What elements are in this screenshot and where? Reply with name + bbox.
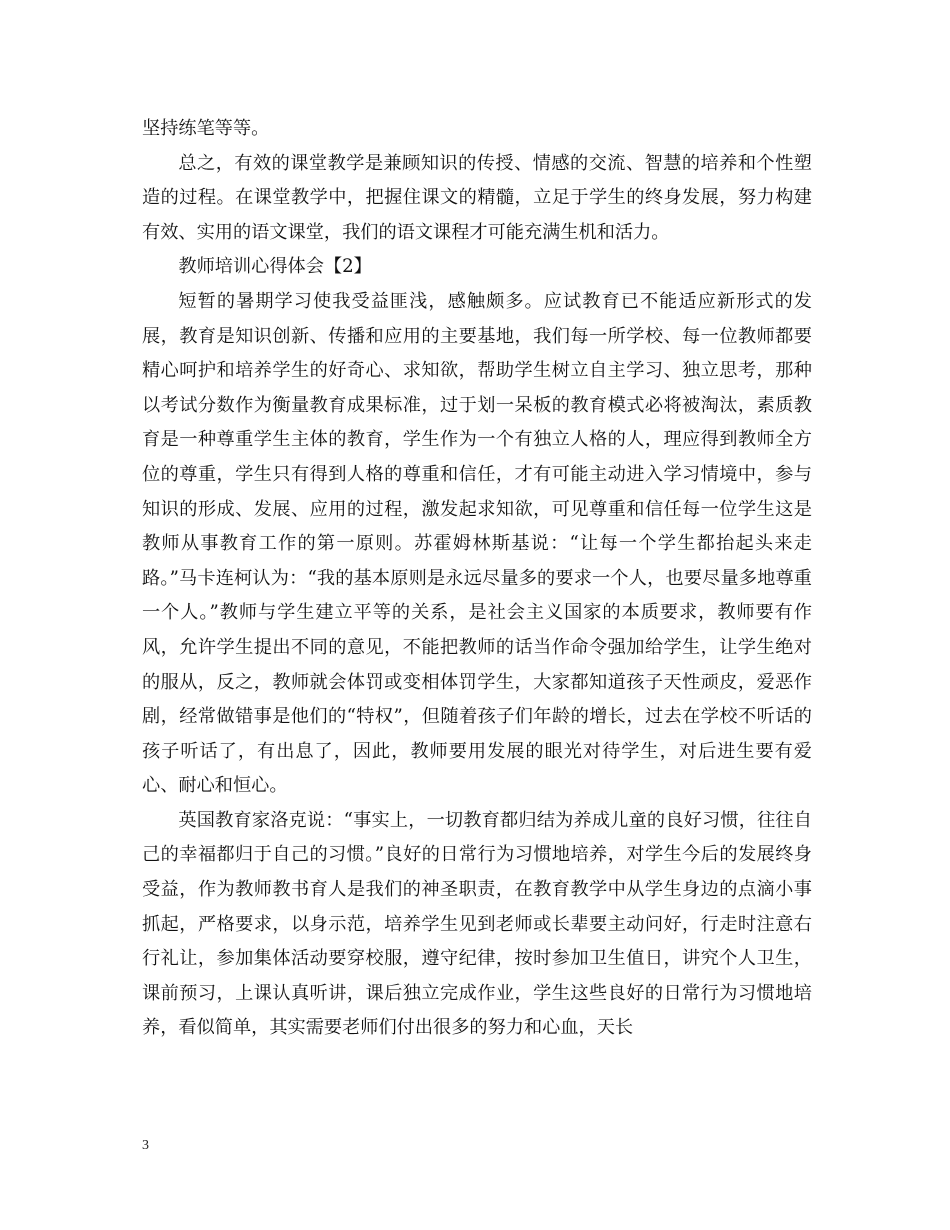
paragraph-conclusion: 总之，有效的课堂教学是兼顾知识的传授、情感的交流、智慧的培养和个性塑造的过程。在课堂教学中，把握住课文的精髓，立足于学生的终身发展，努力构建有效、实用的语文课堂，我们的语文课程才可能充满生机和活力。 <box>142 152 812 243</box>
section-heading: 教师培训心得体会【2】 <box>178 256 372 278</box>
paragraph-continuation: 坚持练笔等等。 <box>142 118 270 139</box>
paragraph-body: 英国教育家洛克说：“事实上，一切教育都归结为养成儿童的良好习惯，往往自己的幸福都归于自己的习惯。”良好的日常行为习惯地培养，对学生今后的发展终身受益，作为教师教书育人是我们的神圣职责，在教育教学中从学生身边的点滴小事抓起，严格要求，以身示范，培养学生见到老师或长辈要主动问好，行走时注意右行礼让，参加集体活动要穿校服，遵守纪律，按时参加卫生值日，讲究个人卫生，课前预习，上课认真听讲，课后独立完成作业，学生这些良好的日常行为习惯地培养，看似简单，其实需要老师们付出很多的努力和心血，天长 <box>142 809 812 1039</box>
document-body <box>142 112 812 1046</box>
paragraph-body: 短暂的暑期学习使我受益匪浅，感触颇多。应试教育已不能适应新形式的发展，教育是知识创新、传播和应用的主要基地，我们每一所学校、每一位教师都要精心呵护和培养学生的好奇心、求知欲，帮助学生树立自主学习、独立思考，那种以考试分数作为衡量教育成果标准，过于划一呆板的教育模式必将被淘汰，素质教育是一种尊重学生主体的教育，学生作为一个有独立人格的人，理应得到教师全方位的尊重，学生只有得到人格的尊重和信任，才有可能主动进入学习情境中，参与知识的形成、发展、应用的过程，激发起求知欲，可见尊重和信任每一位学生这是教师从事教育工作的第一原则。苏霍姆林斯基说：“让每一个学生都抬起头来走路。”马卡连柯认为：“我的基本原则是永远尽量多的要求一个人，也要尽量多地尊重一个人。”教师与学生建立平等的关系，是社会主义国家的本质要求，教师要有作风，允许学生提出不同的意见，不能把教师的话当作命令强加给学生，让学生绝对的服从，反之，教师就会体罚或变相体罚学生，大家都知道孩子天性顽皮，爱恶作剧，经常做错事是他们的“特权”，但随着孩子们年龄的增长，过去在学校不听话的孩子听话了，有出息了，因此，教师要用发展的眼光对待学生，对后进生要有爱心、耐心和恒心。 <box>142 290 812 797</box>
page-number: 3 <box>142 1138 149 1153</box>
